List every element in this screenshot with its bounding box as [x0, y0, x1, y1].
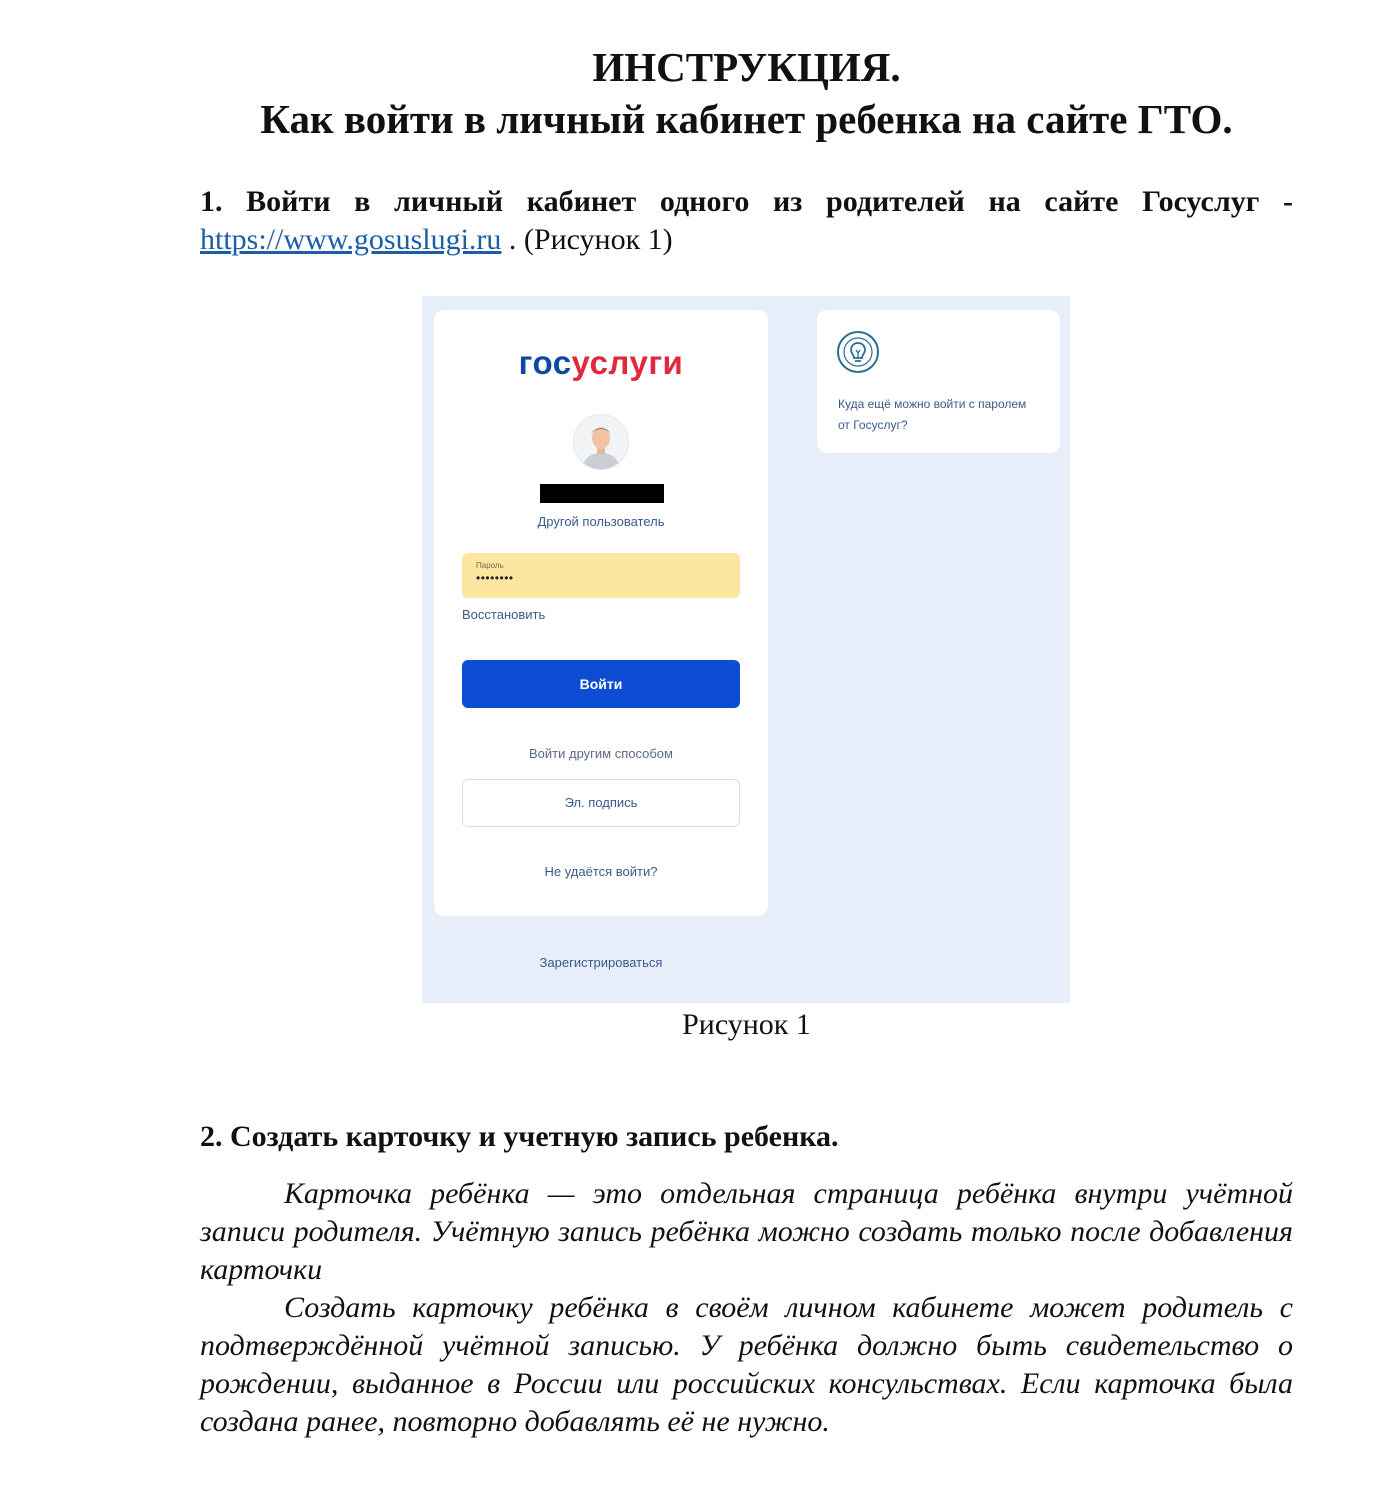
step1-paragraph [200, 183, 1293, 259]
gosuslugi-login-screenshot [422, 296, 1070, 1003]
step1-text: 1. Войти в личный кабинет одного из родителей на сайте Госуслуг - [200, 185, 1293, 218]
gosuslugi-link[interactable]: https://www.gosuslugi.ru [200, 223, 502, 256]
other-user-link[interactable]: Другой пользователь [537, 514, 665, 529]
step2-paragraph-2: Создать карточку ребёнка в своём личном кабинете может родитель с подтверждённой учётной записью. У ребёнка должно быть свидетельство о рождении, выданное в России или российских консульствах. Если карточка была создана ранее, повторно добавлять её не нужно. [200, 1291, 1293, 1438]
other-login-method: Войти другим способом [529, 746, 673, 761]
cant-login-link[interactable]: Не удаётся войти? [544, 864, 658, 879]
info-card-text: Куда ещё можно войти с паролем от Госуслуг? [838, 397, 1027, 432]
e-signature-button[interactable]: Эл. подпись [462, 779, 740, 827]
password-field[interactable] [462, 553, 740, 598]
password-label: Пароль [476, 561, 504, 570]
figure-caption: Рисунок 1 [682, 1008, 811, 1041]
password-value: •••••••• [476, 571, 514, 585]
document-subtitle: Как войти в личный кабинет ребенка на сайте ГТО. [260, 96, 1233, 142]
logo-part-gos: гос [518, 344, 572, 381]
figure-reference: . (Рисунок 1) [501, 223, 673, 256]
login-card [434, 310, 768, 916]
lightbulb-icon [836, 330, 880, 374]
document-title: ИНСТРУКЦИЯ. [592, 44, 901, 90]
redacted-username [540, 484, 664, 503]
step2-heading: 2. Создать карточку и учетную запись ребенка. [200, 1120, 839, 1153]
restore-password-link[interactable]: Восстановить [462, 607, 546, 622]
logo-part-uslugi: услуги [571, 344, 684, 381]
login-button[interactable]: Войти [462, 660, 740, 708]
step2-paragraph-1: Карточка ребёнка — это отдельная страница ребёнка внутри учётной записи родителя. Учётную запись ребёнка можно создать только после добавления карточки [200, 1177, 1293, 1286]
info-card[interactable] [817, 310, 1060, 453]
register-link[interactable]: Зарегистрироваться [539, 955, 663, 970]
gosuslugi-logo [434, 344, 768, 382]
user-avatar-icon [573, 414, 629, 470]
